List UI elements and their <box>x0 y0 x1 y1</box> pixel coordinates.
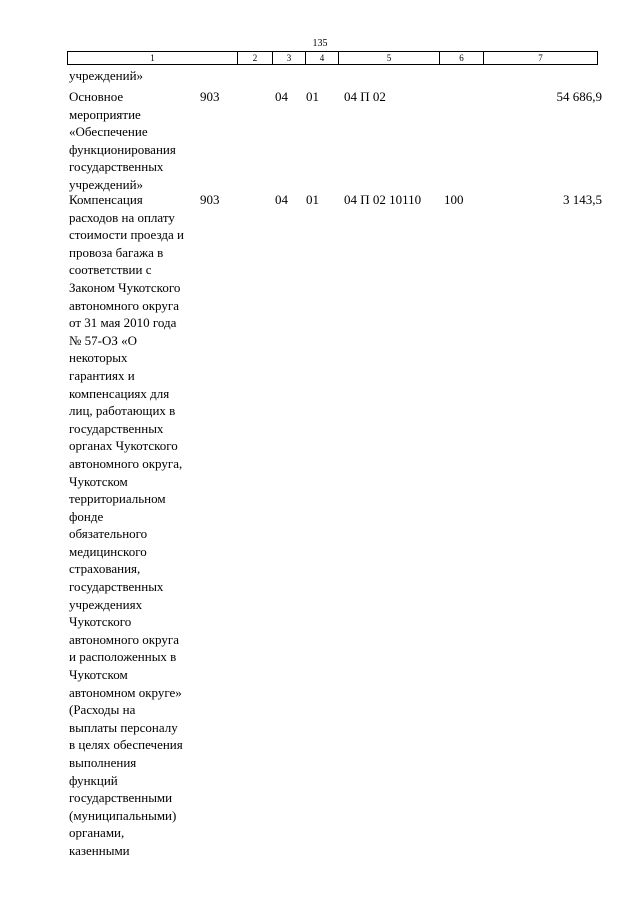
row-section-code: 04 <box>275 192 288 207</box>
row-amount: 3 143,5 <box>563 192 602 207</box>
name-line: от 31 мая 2010 года <box>69 315 177 331</box>
name-line: фонде <box>69 508 104 524</box>
name-line: государственных <box>69 579 164 595</box>
name-line: выполнения <box>69 755 137 770</box>
name-line: Основное <box>69 89 124 104</box>
name-line: гарантиях и <box>69 367 135 383</box>
name-line: государственных <box>69 159 164 175</box>
row-subsection-code: 01 <box>306 192 319 207</box>
name-line: автономного округа <box>69 297 179 313</box>
name-line: провоза багажа в <box>69 244 164 260</box>
name-line: выплаты персоналу <box>69 719 178 735</box>
column-header-5: 5 <box>339 52 440 65</box>
row-subsection-code: 01 <box>306 89 319 104</box>
name-line: и расположенных в <box>69 649 177 665</box>
name-line: стоимости проезда и <box>69 227 184 243</box>
name-line: автономного округа, <box>69 455 183 471</box>
page-number: 135 <box>312 38 328 49</box>
name-line: лиц, работающих в <box>69 403 176 419</box>
row-target-article: 04 П 02 10110 <box>344 192 422 207</box>
name-line: Компенсация <box>69 192 143 207</box>
column-header-2: 2 <box>238 52 273 65</box>
name-line: государственных <box>69 420 164 436</box>
name-line: медицинского <box>69 543 147 559</box>
column-header-6: 6 <box>440 52 484 65</box>
row-section-code: 04 <box>275 89 288 104</box>
row-name-compensation <box>69 191 209 860</box>
row-amount: 54 686,9 <box>556 89 602 104</box>
name-line: расходов на оплату <box>69 209 175 225</box>
name-line: мероприятие <box>69 106 141 122</box>
name-line: страхования, <box>69 561 141 577</box>
name-line: компенсациях для <box>69 385 170 401</box>
name-line: «Обеспечение <box>69 124 148 140</box>
name-line: Чукотского <box>69 614 132 630</box>
name-line: Чукотском <box>69 473 128 489</box>
row-name-continuation <box>69 67 209 85</box>
name-line: учреждениях <box>69 596 143 612</box>
name-line: учреждений» <box>69 68 144 83</box>
name-line: государственными <box>69 790 173 806</box>
name-line: учреждений» <box>69 176 144 192</box>
column-header-3: 3 <box>273 52 306 65</box>
row-ministry-code: 903 <box>200 89 220 104</box>
row-ministry-code: 903 <box>200 192 220 207</box>
name-line: некоторых <box>69 350 128 366</box>
column-header-7: 7 <box>484 52 598 65</box>
name-line: казенными <box>69 842 130 858</box>
name-line: Чукотском <box>69 667 128 683</box>
row-expense-type: 100 <box>444 192 464 207</box>
row-target-article: 04 П 02 <box>344 89 386 104</box>
name-line: Законом Чукотского <box>69 279 181 295</box>
row-name-main-activity <box>69 88 209 194</box>
name-line: органах Чукотского <box>69 438 178 454</box>
column-header-4: 4 <box>306 52 339 65</box>
name-line: № 57-ОЗ «О <box>69 332 138 348</box>
column-header-1: 1 <box>68 52 238 65</box>
name-line: органами, <box>69 825 125 841</box>
name-line: (муниципальными) <box>69 807 177 823</box>
name-line: автономном округе» <box>69 684 182 700</box>
name-line: (Расходы на <box>69 702 136 718</box>
name-line: обязательного <box>69 526 148 542</box>
name-line: функций <box>69 772 118 788</box>
name-line: в целях обеспечения <box>69 737 183 753</box>
name-line: функционирования <box>69 141 176 157</box>
name-line: автономного округа <box>69 631 179 647</box>
name-line: территориальном <box>69 491 166 507</box>
name-line: соответствии с <box>69 262 152 278</box>
